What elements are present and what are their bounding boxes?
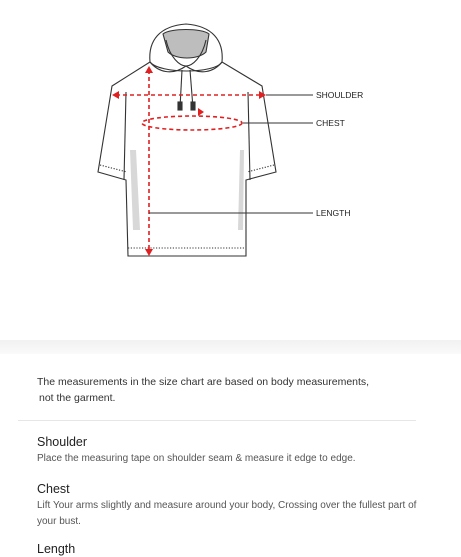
measurement-note (37, 374, 437, 406)
length-label: LENGTH (316, 208, 351, 218)
length-section (37, 541, 437, 557)
note-line-2: not the garment. (39, 392, 116, 404)
shoulder-label: SHOULDER (316, 90, 364, 100)
divider (18, 420, 416, 421)
chest-title: Chest (37, 482, 70, 496)
section-separator (0, 340, 461, 354)
chest-label: CHEST (316, 118, 345, 128)
chest-section (37, 481, 437, 530)
note-line-1: The measurements in the size chart are based on body measurements, (37, 376, 370, 388)
length-title: Length (37, 542, 76, 556)
chest-description: Lift Your arms slightly and measure around your body, Crossing over the fullest part of your bust. (37, 500, 417, 527)
shoulder-section (37, 434, 437, 467)
hoodie-illustration (98, 24, 276, 256)
shoulder-title: Shoulder (37, 435, 88, 449)
shoulder-description: Place the measuring tape on shoulder seam & measure it edge to edge. (37, 453, 356, 464)
